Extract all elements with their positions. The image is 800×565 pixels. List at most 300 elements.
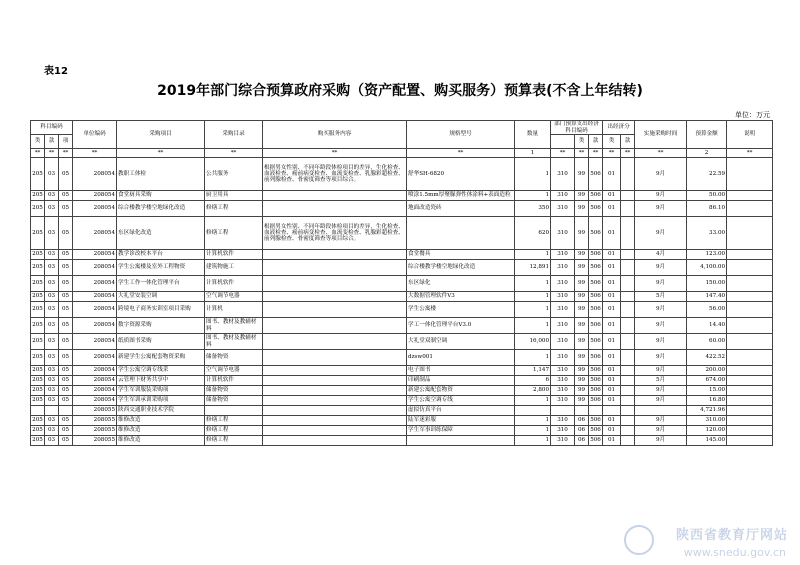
class-cell: 205 xyxy=(31,396,45,406)
note-cell xyxy=(727,318,773,334)
index-cell: ** xyxy=(205,149,263,158)
table-row xyxy=(31,376,773,386)
project-cell: 学生公寓楼及室外工程物资 xyxy=(117,260,205,276)
header-class: 类 xyxy=(31,135,45,149)
unit-code-cell: 208054 xyxy=(73,396,117,406)
econ-item-cell: 99 xyxy=(575,366,589,376)
service-cell xyxy=(263,191,407,201)
econ-item-cell: 99 xyxy=(575,158,589,191)
note-cell xyxy=(727,250,773,260)
service-cell xyxy=(263,276,407,292)
header-econ-item: 款 xyxy=(589,135,603,149)
spec-cell: 学生公寓空调专线 xyxy=(407,396,515,406)
catalog-cell: 空气调节电器 xyxy=(205,292,263,302)
econ-item-cell: 99 xyxy=(575,201,589,217)
service-cell xyxy=(263,366,407,376)
catalog-cell: 图书、教材及教辅材料 xyxy=(205,318,263,334)
time-cell: 9月 xyxy=(635,217,687,250)
item-cell: 03 xyxy=(45,318,59,334)
quantity-cell: 6 xyxy=(515,376,551,386)
project-cell: 维修改造 xyxy=(117,426,205,436)
sub-cell: 05 xyxy=(59,276,73,292)
func-item-cell xyxy=(603,406,621,416)
note-cell xyxy=(727,302,773,318)
econ-item-cell: 99 xyxy=(575,191,589,201)
item-cell: 03 xyxy=(45,416,59,426)
time-cell: 9月 xyxy=(635,396,687,406)
quantity-cell: 1,147 xyxy=(515,366,551,376)
header-catalog: 采购目录 xyxy=(205,121,263,149)
note-cell xyxy=(727,276,773,292)
time-cell: 9月 xyxy=(635,276,687,292)
amount-cell: 50.00 xyxy=(687,191,727,201)
unit-code-cell: 208054 xyxy=(73,366,117,376)
time-cell: 9月 xyxy=(635,334,687,350)
func-item-cell: 01 xyxy=(603,302,621,318)
quantity-cell: 1 xyxy=(515,396,551,406)
blank-cell xyxy=(621,318,635,334)
class-cell: 205 xyxy=(31,217,45,250)
econ-item-cell: 99 xyxy=(575,302,589,318)
time-cell: 9月 xyxy=(635,260,687,276)
catalog-cell: 储备物资 xyxy=(205,386,263,396)
amount-cell: 120.00 xyxy=(687,426,727,436)
unit-code-cell: 208055 xyxy=(73,436,117,446)
header-func-class: 类 xyxy=(603,135,621,149)
index-cell: ** xyxy=(603,149,621,158)
func-class-cell: 506 xyxy=(589,396,603,406)
spec-cell: 大礼堂双制空调 xyxy=(407,334,515,350)
note-cell xyxy=(727,436,773,446)
econ-class-cell: 310 xyxy=(551,201,575,217)
func-class-cell: 506 xyxy=(589,302,603,318)
quantity-cell: 620 xyxy=(515,217,551,250)
sub-cell: 05 xyxy=(59,302,73,318)
item-cell: 03 xyxy=(45,334,59,350)
econ-class-cell: 310 xyxy=(551,250,575,260)
service-cell xyxy=(263,334,407,350)
class-cell: 205 xyxy=(31,292,45,302)
unit-code-cell: 208054 xyxy=(73,250,117,260)
class-cell: 205 xyxy=(31,250,45,260)
service-cell xyxy=(263,292,407,302)
project-cell: 教职工体检 xyxy=(117,158,205,191)
func-item-cell: 01 xyxy=(603,292,621,302)
item-cell: 03 xyxy=(45,302,59,318)
amount-cell: 86.10 xyxy=(687,201,727,217)
unit-code-cell: 208054 xyxy=(73,217,117,250)
table-row xyxy=(31,350,773,366)
spec-cell: 喷涂1.5mm厚聚脲弹性体涂料+表面造粒 xyxy=(407,191,515,201)
class-cell: 205 xyxy=(31,350,45,366)
header-note: 说明 xyxy=(727,121,773,149)
unit-code-cell: 208054 xyxy=(73,386,117,396)
class-cell: 205 xyxy=(31,436,45,446)
func-item-cell: 01 xyxy=(603,396,621,406)
amount-cell: 4,721.96 xyxy=(687,406,727,416)
catalog-cell: 修缮工程 xyxy=(205,416,263,426)
econ-item-cell xyxy=(575,406,589,416)
watermark-logo-icon xyxy=(624,525,654,555)
class-cell: 205 xyxy=(31,426,45,436)
catalog-cell: 储备物资 xyxy=(205,350,263,366)
item-cell: 03 xyxy=(45,426,59,436)
unit-code-cell: 208054 xyxy=(73,191,117,201)
quantity-cell: 350 xyxy=(515,201,551,217)
catalog-cell: 图书、教材及教辅材料 xyxy=(205,334,263,350)
time-cell: 4月 xyxy=(635,250,687,260)
econ-class-cell: 310 xyxy=(551,260,575,276)
quantity-cell: 1 xyxy=(515,318,551,334)
sub-cell: 05 xyxy=(59,217,73,250)
econ-class-cell: 310 xyxy=(551,334,575,350)
spec-cell: 电子图书 xyxy=(407,366,515,376)
project-cell: 食堂厨具采购 xyxy=(117,191,205,201)
sub-cell: 05 xyxy=(59,396,73,406)
unit-code-cell: 208054 xyxy=(73,376,117,386)
note-cell xyxy=(727,416,773,426)
service-cell xyxy=(263,386,407,396)
class-cell: 205 xyxy=(31,302,45,318)
quantity-cell: 1 xyxy=(515,250,551,260)
header-econ-class: 类 xyxy=(575,135,589,149)
spec-cell: 舒华SH-6820 xyxy=(407,158,515,191)
spec-cell: 虚拟仿真平台 xyxy=(407,406,515,416)
table-row xyxy=(31,436,773,446)
catalog-cell: 计算机软件 xyxy=(205,276,263,292)
service-cell xyxy=(263,416,407,426)
catalog-cell: 修缮工程 xyxy=(205,436,263,446)
item-cell: 03 xyxy=(45,292,59,302)
spec-cell: 地面改造瓷砖 xyxy=(407,201,515,217)
econ-item-cell: 99 xyxy=(575,334,589,350)
table-body xyxy=(31,149,773,446)
class-cell: 205 xyxy=(31,416,45,426)
time-cell: 9月 xyxy=(635,386,687,396)
class-cell: 205 xyxy=(31,276,45,292)
blank-cell xyxy=(621,366,635,376)
func-class-cell: 506 xyxy=(589,350,603,366)
blank-cell xyxy=(621,201,635,217)
time-cell: 9月 xyxy=(635,350,687,366)
header-spec: 规格型号 xyxy=(407,121,515,149)
table-row xyxy=(31,406,773,416)
econ-class-cell xyxy=(551,406,575,416)
note-cell xyxy=(727,191,773,201)
index-cell: ** xyxy=(117,149,205,158)
project-cell: 综合楼教学楼空地绿化改造 xyxy=(117,201,205,217)
class-cell: 205 xyxy=(31,334,45,350)
func-item-cell: 01 xyxy=(603,350,621,366)
catalog-cell: 计算机软件 xyxy=(205,376,263,386)
class-cell: 205 xyxy=(31,386,45,396)
time-cell: 9月 xyxy=(635,302,687,318)
class-cell: 205 xyxy=(31,376,45,386)
func-class-cell: 506 xyxy=(589,376,603,386)
project-cell: 维修改造 xyxy=(117,436,205,446)
index-cell: ** xyxy=(31,149,45,158)
header-item: 款 xyxy=(45,135,59,149)
project-cell: 学生军训承训采购项 xyxy=(117,396,205,406)
func-class-cell: 506 xyxy=(589,386,603,396)
project-cell: 数字资源采购 xyxy=(117,318,205,334)
time-cell: 5月 xyxy=(635,376,687,386)
table-row xyxy=(31,250,773,260)
note-cell xyxy=(727,350,773,366)
econ-class-cell: 310 xyxy=(551,436,575,446)
econ-item-cell: 99 xyxy=(575,250,589,260)
amount-cell: 14.40 xyxy=(687,318,727,334)
func-class-cell xyxy=(589,406,603,416)
func-item-cell: 01 xyxy=(603,191,621,201)
quantity-cell: 1 xyxy=(515,416,551,426)
index-cell: ** xyxy=(59,149,73,158)
blank-cell xyxy=(621,158,635,191)
time-cell: 5月 xyxy=(635,292,687,302)
amount-cell: 56.00 xyxy=(687,302,727,318)
note-cell xyxy=(727,376,773,386)
func-class-cell: 506 xyxy=(589,201,603,217)
note-cell xyxy=(727,260,773,276)
econ-item-cell: 06 xyxy=(575,436,589,446)
catalog-cell: 修缮工程 xyxy=(205,217,263,250)
class-cell: 205 xyxy=(31,191,45,201)
blank-cell xyxy=(621,406,635,416)
blank-cell xyxy=(621,260,635,276)
econ-class-cell: 310 xyxy=(551,366,575,376)
table-row xyxy=(31,201,773,217)
func-class-cell: 506 xyxy=(589,426,603,436)
time-cell: 9月 xyxy=(635,318,687,334)
service-cell xyxy=(263,302,407,318)
sub-cell: 05 xyxy=(59,334,73,350)
index-cell: ** xyxy=(589,149,603,158)
project-cell: 云管理下财务共享中 xyxy=(117,376,205,386)
amount-cell: 145.00 xyxy=(687,436,727,446)
note-cell xyxy=(727,366,773,376)
catalog-cell: 计算机 xyxy=(205,302,263,318)
econ-class-cell: 310 xyxy=(551,416,575,426)
func-class-cell: 506 xyxy=(589,416,603,426)
econ-item-cell: 99 xyxy=(575,318,589,334)
catalog-cell: 空气调节电器 xyxy=(205,366,263,376)
econ-item-cell: 99 xyxy=(575,276,589,292)
time-cell xyxy=(635,406,687,416)
amount-cell: 200.00 xyxy=(687,366,727,376)
amount-cell: 422.52 xyxy=(687,350,727,366)
unit-code-cell: 208054 xyxy=(73,350,117,366)
unit-code-cell: 208054 xyxy=(73,318,117,334)
func-item-cell: 01 xyxy=(603,386,621,396)
spec-cell: 大数据管理软件V3 xyxy=(407,292,515,302)
blank-cell xyxy=(621,276,635,292)
amount-cell: 150.00 xyxy=(687,276,727,292)
budget-table xyxy=(30,120,773,446)
spec-cell: 学生军事训练保障 xyxy=(407,426,515,436)
func-class-cell: 506 xyxy=(589,334,603,350)
table-row xyxy=(31,334,773,350)
econ-class-cell: 310 xyxy=(551,217,575,250)
project-cell: 教学诊改校本平台 xyxy=(117,250,205,260)
service-cell xyxy=(263,318,407,334)
table-row xyxy=(31,276,773,292)
column-index-row xyxy=(31,149,773,158)
blank-cell xyxy=(621,376,635,386)
quantity-cell: 1 xyxy=(515,276,551,292)
time-cell: 9月 xyxy=(635,366,687,376)
func-class-cell: 506 xyxy=(589,436,603,446)
func-class-cell: 506 xyxy=(589,276,603,292)
header-sub: 项 xyxy=(59,135,73,149)
econ-item-cell: 06 xyxy=(575,416,589,426)
unit-code-cell: 208054 xyxy=(73,260,117,276)
sub-cell: 05 xyxy=(59,191,73,201)
spec-cell: dzsw001 xyxy=(407,350,515,366)
sub-cell: 05 xyxy=(59,250,73,260)
project-cell: 跨境电子商务实训室项目采购 xyxy=(117,302,205,318)
blank-cell xyxy=(621,386,635,396)
note-cell xyxy=(727,158,773,191)
catalog-cell: 计算机软件 xyxy=(205,250,263,260)
sub-cell: 05 xyxy=(59,292,73,302)
item-cell: 03 xyxy=(45,191,59,201)
spec-cell: 印刷制品 xyxy=(407,376,515,386)
time-cell: 9月 xyxy=(635,158,687,191)
note-cell xyxy=(727,334,773,350)
index-cell: ** xyxy=(551,149,575,158)
class-cell: 205 xyxy=(31,366,45,376)
func-item-cell: 01 xyxy=(603,158,621,191)
econ-class-cell: 310 xyxy=(551,318,575,334)
header-econ-code: 部门预算支出经济科目编码 xyxy=(551,121,603,135)
table-row xyxy=(31,396,773,406)
header-unit-code: 单位编码 xyxy=(73,121,117,149)
table-row xyxy=(31,366,773,376)
func-item-cell: 01 xyxy=(603,416,621,426)
quantity-cell: 1 xyxy=(515,292,551,302)
item-cell: 03 xyxy=(45,250,59,260)
watermark-url: www.snedu.gov.cn xyxy=(683,546,786,559)
func-item-cell: 01 xyxy=(603,276,621,292)
amount-cell: 16.80 xyxy=(687,396,727,406)
spec-cell: 食堂餐具 xyxy=(407,250,515,260)
econ-class-cell: 310 xyxy=(551,158,575,191)
catalog-cell: 修缮工程 xyxy=(205,201,263,217)
econ-class-cell: 310 xyxy=(551,396,575,406)
quantity-cell: 16,000 xyxy=(515,334,551,350)
sub-cell: 05 xyxy=(59,416,73,426)
note-cell xyxy=(727,406,773,416)
service-cell: 根据男女性别、不同年龄段体检项目的差异，生化检查、血液检查、癌前病变检查、血流变检查、乳腺彩超检查、前列腺检查、骨密度筛查等项目综合。 xyxy=(263,217,407,250)
item-cell: 03 xyxy=(45,217,59,250)
index-cell: ** xyxy=(407,149,515,158)
table-row xyxy=(31,292,773,302)
catalog-cell: 建筑物施工 xyxy=(205,260,263,276)
amount-cell: 674.00 xyxy=(687,376,727,386)
index-cell: ** xyxy=(263,149,407,158)
amount-cell: 33.00 xyxy=(687,217,727,250)
func-class-cell: 506 xyxy=(589,318,603,334)
spec-cell: 陆军迷彩服 xyxy=(407,416,515,426)
quantity-cell: 1 xyxy=(515,302,551,318)
sub-cell: 05 xyxy=(59,201,73,217)
quantity-cell xyxy=(515,406,551,416)
service-cell xyxy=(263,376,407,386)
project-cell: 维修改造 xyxy=(117,416,205,426)
item-cell: 03 xyxy=(45,396,59,406)
blank-cell xyxy=(621,350,635,366)
index-cell: ** xyxy=(727,149,773,158)
item-cell: 03 xyxy=(45,436,59,446)
blank-cell xyxy=(621,436,635,446)
time-cell: 9月 xyxy=(635,201,687,217)
project-cell: 新建学生公寓配套物资采购 xyxy=(117,350,205,366)
blank-cell xyxy=(621,302,635,318)
quantity-cell: 1 xyxy=(515,426,551,436)
quantity-cell: 12,891 xyxy=(515,260,551,276)
class-cell: 205 xyxy=(31,260,45,276)
time-cell: 9月 xyxy=(635,191,687,201)
func-class-cell: 506 xyxy=(589,191,603,201)
item-cell: 03 xyxy=(45,276,59,292)
unit-code-cell: 208054 xyxy=(73,158,117,191)
spec-cell xyxy=(407,217,515,250)
table-row xyxy=(31,217,773,250)
econ-class-cell: 310 xyxy=(551,350,575,366)
blank-cell xyxy=(621,396,635,406)
class-cell: 205 xyxy=(31,201,45,217)
econ-item-cell: 06 xyxy=(575,426,589,436)
func-item-cell: 01 xyxy=(603,334,621,350)
sub-cell: 05 xyxy=(59,350,73,366)
econ-item-cell: 99 xyxy=(575,376,589,386)
table-row xyxy=(31,426,773,436)
item-cell: 03 xyxy=(45,376,59,386)
sub-cell: 05 xyxy=(59,366,73,376)
econ-item-cell: 99 xyxy=(575,386,589,396)
econ-class-cell: 310 xyxy=(551,276,575,292)
econ-class-cell: 310 xyxy=(551,386,575,396)
project-cell: 东区绿化改造 xyxy=(117,217,205,250)
sub-cell: 05 xyxy=(59,318,73,334)
header-func-item: 款 xyxy=(621,135,635,149)
blank-cell xyxy=(621,416,635,426)
amount-cell: 147.40 xyxy=(687,292,727,302)
header-project: 采购项目 xyxy=(117,121,205,149)
index-cell: ** xyxy=(45,149,59,158)
func-item-cell: 01 xyxy=(603,201,621,217)
note-cell xyxy=(727,426,773,436)
sub-cell: 05 xyxy=(59,376,73,386)
sub-cell: 05 xyxy=(59,158,73,191)
econ-class-cell: 310 xyxy=(551,191,575,201)
item-cell: 03 xyxy=(45,260,59,276)
unit-code-cell: 208054 xyxy=(73,302,117,318)
quantity-cell: 1 xyxy=(515,436,551,446)
note-cell xyxy=(727,292,773,302)
quantity-cell: 1 xyxy=(515,191,551,201)
func-class-cell: 506 xyxy=(589,260,603,276)
table-row xyxy=(31,416,773,426)
amount-cell: 60.00 xyxy=(687,334,727,350)
func-class-cell: 506 xyxy=(589,158,603,191)
item-cell: 03 xyxy=(45,350,59,366)
service-cell xyxy=(263,260,407,276)
spec-cell: 东区绿化 xyxy=(407,276,515,292)
func-item-cell: 01 xyxy=(603,366,621,376)
blank-cell xyxy=(621,250,635,260)
header-subject-code: 科目编码 xyxy=(31,121,73,135)
